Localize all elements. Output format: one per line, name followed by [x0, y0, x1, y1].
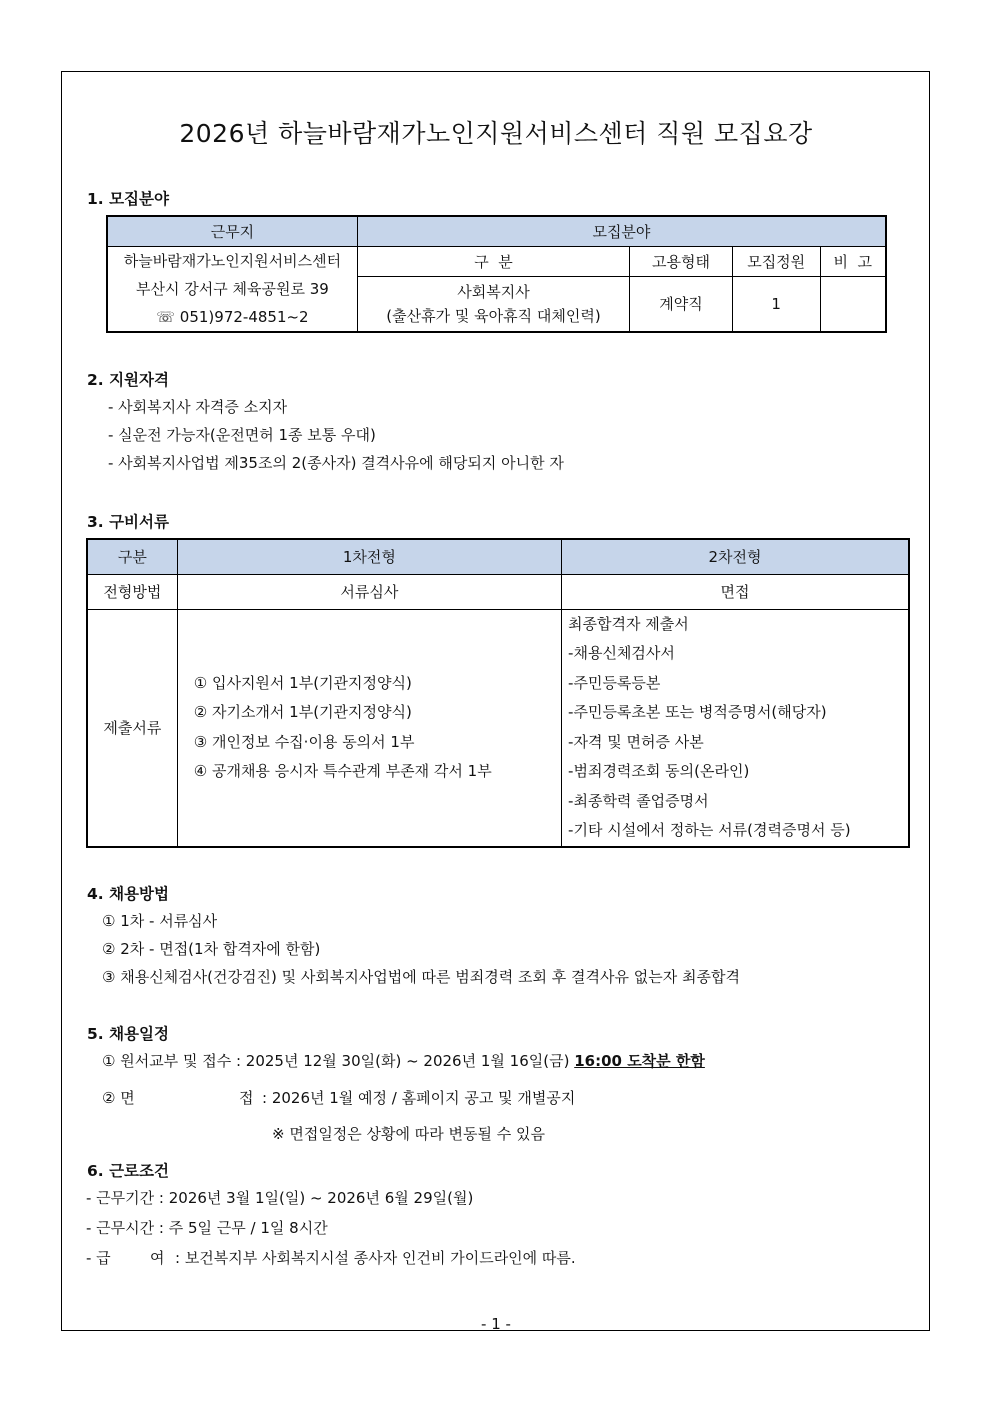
workplace-phone: ☏ 051)972-4851~2: [156, 307, 309, 326]
header-workplace: 근무지: [107, 216, 357, 246]
hiring-method-item: ② 2차 - 면접(1차 합격자에 한함): [102, 940, 321, 958]
second-doc-item: -주민등록초본 또는 병적증명서(해당자): [568, 703, 827, 721]
section-heading-documents: 3. 구비서류: [87, 513, 169, 531]
schedule-interview-text: : 2026년 1월 예정 / 홈페이지 공고 및 개별공지: [262, 1089, 576, 1107]
section-heading-recruit-field: 1. 모집분야: [87, 190, 169, 208]
first-doc-item: ② 자기소개서 1부(기관지정양식): [193, 703, 412, 721]
qualification-item: - 사회복지사업법 제35조의 2(종사자) 결격사유에 해당되지 아니한 자: [108, 454, 564, 472]
header-category: 구 분: [357, 246, 629, 276]
header-count: 모집정원: [732, 246, 820, 276]
schedule-deadline: 16:00 도착분 한함: [574, 1052, 705, 1070]
documents-table: [86, 538, 910, 848]
method-second: 면접: [562, 574, 909, 609]
second-doc-item: -자격 및 면허증 사본: [568, 732, 704, 751]
section-heading-schedule: 5. 채용일정: [87, 1025, 169, 1043]
second-doc-item: -범죄경력조회 동의(온라인): [568, 762, 750, 780]
page-number: - 1 -: [481, 1315, 511, 1333]
qualification-item: - 실운전 가능자(운전면허 1종 보통 우대): [108, 426, 376, 444]
schedule-interview-label: ② 면: [102, 1089, 135, 1107]
category-line2: (출산휴가 및 육아휴직 대체인력): [386, 306, 601, 325]
condition-pay: : 보건복지부 사회복지시설 종사자 인건비 가이드라인에 따름.: [175, 1249, 576, 1267]
hiring-method-item: ① 1차 - 서류심사: [102, 912, 218, 930]
second-doc-item: -주민등록등본: [568, 673, 661, 692]
condition-period: - 근무기간 : 2026년 3월 1일(일) ~ 2026년 6월 29일(월): [86, 1189, 474, 1207]
recruit-count: 1: [732, 276, 820, 331]
section-heading-conditions: 6. 근로조건: [87, 1162, 169, 1180]
section-heading-hiring-method: 4. 채용방법: [87, 885, 169, 903]
second-stage-documents: [562, 609, 909, 847]
second-doc-item: -채용신체검사서: [568, 644, 675, 662]
second-doc-item: -최종학력 졸업증명서: [568, 791, 709, 810]
condition-hours: - 근무시간 : 주 5일 근무 / 1일 8시간: [86, 1219, 328, 1237]
header-employment: 고용형태: [630, 246, 733, 276]
first-doc-item: ④ 공개채용 응시자 특수관계 부존재 각서 1부: [193, 762, 492, 780]
second-doc-item: -기타 시설에서 정하는 서류(경력증명서 등): [568, 821, 851, 839]
first-doc-item: ① 입사지원서 1부(기관지정양식): [193, 673, 412, 692]
condition-pay-label: - 급: [86, 1249, 111, 1267]
second-doc-item: 최종합격자 제출서: [568, 614, 689, 633]
header-field: 모집분야: [357, 216, 886, 246]
schedule-note: ※ 면접일정은 상황에 따라 변동될 수 있음: [272, 1125, 546, 1143]
schedule-interview-label2: 접: [239, 1089, 254, 1107]
header-division: 구분: [87, 539, 177, 574]
method-first: 서류심사: [177, 574, 561, 609]
recruit-table: [106, 215, 887, 333]
schedule-application: [102, 1050, 705, 1071]
schedule-application-text: ① 원서교부 및 접수 : 2025년 12월 30일(화) ~ 2026년 1월 16일(금): [102, 1052, 570, 1070]
category-cell: [357, 276, 629, 331]
header-first-stage: 1차전형: [177, 539, 561, 574]
method-label: 전형방법: [87, 574, 177, 609]
section-heading-qualifications: 2. 지원자격: [87, 371, 169, 389]
employment-type: 계약직: [630, 276, 733, 331]
header-second-stage: 2차전형: [562, 539, 909, 574]
category-line1: 사회복지사: [457, 282, 530, 301]
workplace-name: 하늘바람재가노인지원서비스센터: [123, 251, 342, 270]
header-note: 비 고: [820, 246, 886, 276]
qualification-item: - 사회복지사 자격증 소지자: [108, 398, 288, 416]
documents-label: 제출서류: [87, 609, 177, 847]
condition-pay-label2: 여: [150, 1249, 165, 1267]
workplace-address: 부산시 강서구 체육공원로 39: [136, 279, 329, 298]
page-title: 2026년 하늘바람재가노인지원서비스센터 직원 모집요강: [179, 119, 813, 148]
first-doc-item: ③ 개인정보 수집·이용 동의서 1부: [193, 732, 415, 751]
first-stage-documents: [177, 609, 561, 847]
workplace-cell: [107, 246, 357, 332]
hiring-method-item: ③ 채용신체검사(건강검진) 및 사회복지사업법에 따른 범죄경력 조회 후 결격사유 없는자 최종합격: [102, 968, 740, 986]
note-cell: [820, 276, 886, 331]
